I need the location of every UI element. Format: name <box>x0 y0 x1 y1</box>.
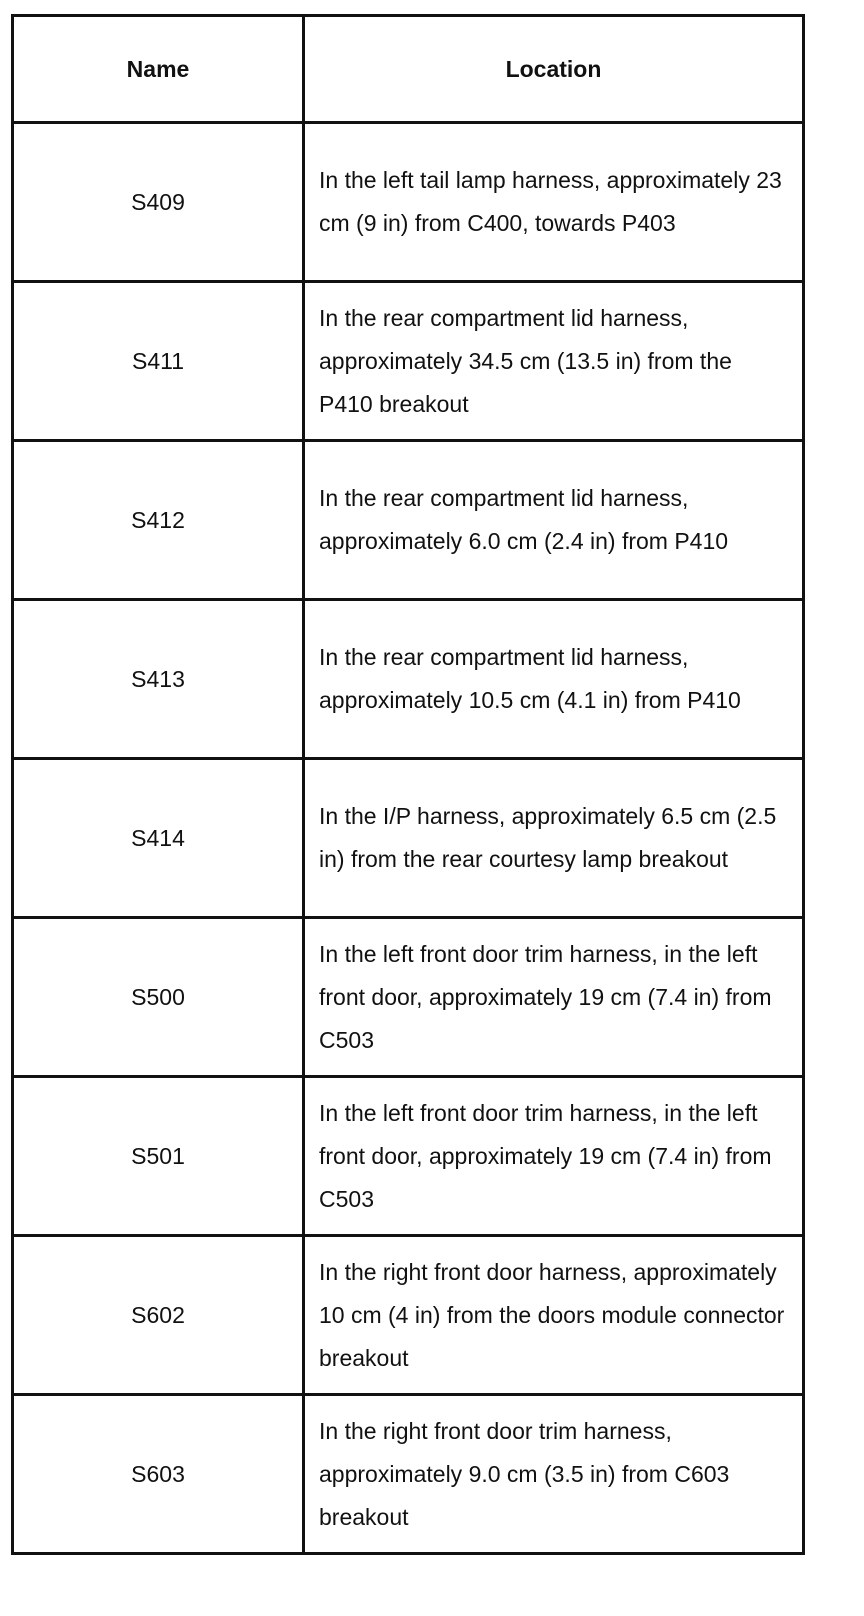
splice-name-cell: S501 <box>13 1077 304 1236</box>
table-row <box>13 1236 804 1395</box>
table-row <box>13 918 804 1077</box>
splice-location-cell: In the left front door trim harness, in the left front door, approximately 19 cm (7.4 in) from C503 <box>304 918 804 1077</box>
splice-name-cell: S603 <box>13 1395 304 1554</box>
splice-location-cell: In the rear compartment lid harness, approximately 34.5 cm (13.5 in) from the P410 breakout <box>304 282 804 441</box>
table-row <box>13 1395 804 1554</box>
splice-location-cell: In the right front door trim harness, approximately 9.0 cm (3.5 in) from C603 breakout <box>304 1395 804 1554</box>
splice-location-cell: In the rear compartment lid harness, approximately 10.5 cm (4.1 in) from P410 <box>304 600 804 759</box>
splice-location-cell: In the left front door trim harness, in the left front door, approximately 19 cm (7.4 in) from C503 <box>304 1077 804 1236</box>
header-row <box>13 16 804 123</box>
splice-name-cell: S500 <box>13 918 304 1077</box>
table-row <box>13 123 804 282</box>
column-header-name: Name <box>13 16 304 123</box>
splice-location-cell: In the left tail lamp harness, approximately 23 cm (9 in) from C400, towards P403 <box>304 123 804 282</box>
splice-location-table <box>11 14 805 1555</box>
splice-name-cell: S602 <box>13 1236 304 1395</box>
table-row <box>13 759 804 918</box>
splice-location-cell: In the I/P harness, approximately 6.5 cm (2.5 in) from the rear courtesy lamp breakout <box>304 759 804 918</box>
table-row <box>13 441 804 600</box>
splice-location-cell: In the rear compartment lid harness, approximately 6.0 cm (2.4 in) from P410 <box>304 441 804 600</box>
table-row <box>13 282 804 441</box>
splice-name-cell: S411 <box>13 282 304 441</box>
table-row <box>13 1077 804 1236</box>
splice-name-cell: S412 <box>13 441 304 600</box>
splice-location-cell: In the right front door harness, approximately 10 cm (4 in) from the doors module connector breakout <box>304 1236 804 1395</box>
table-row <box>13 600 804 759</box>
splice-name-cell: S414 <box>13 759 304 918</box>
splice-name-cell: S413 <box>13 600 304 759</box>
splice-name-cell: S409 <box>13 123 304 282</box>
column-header-location: Location <box>304 16 804 123</box>
